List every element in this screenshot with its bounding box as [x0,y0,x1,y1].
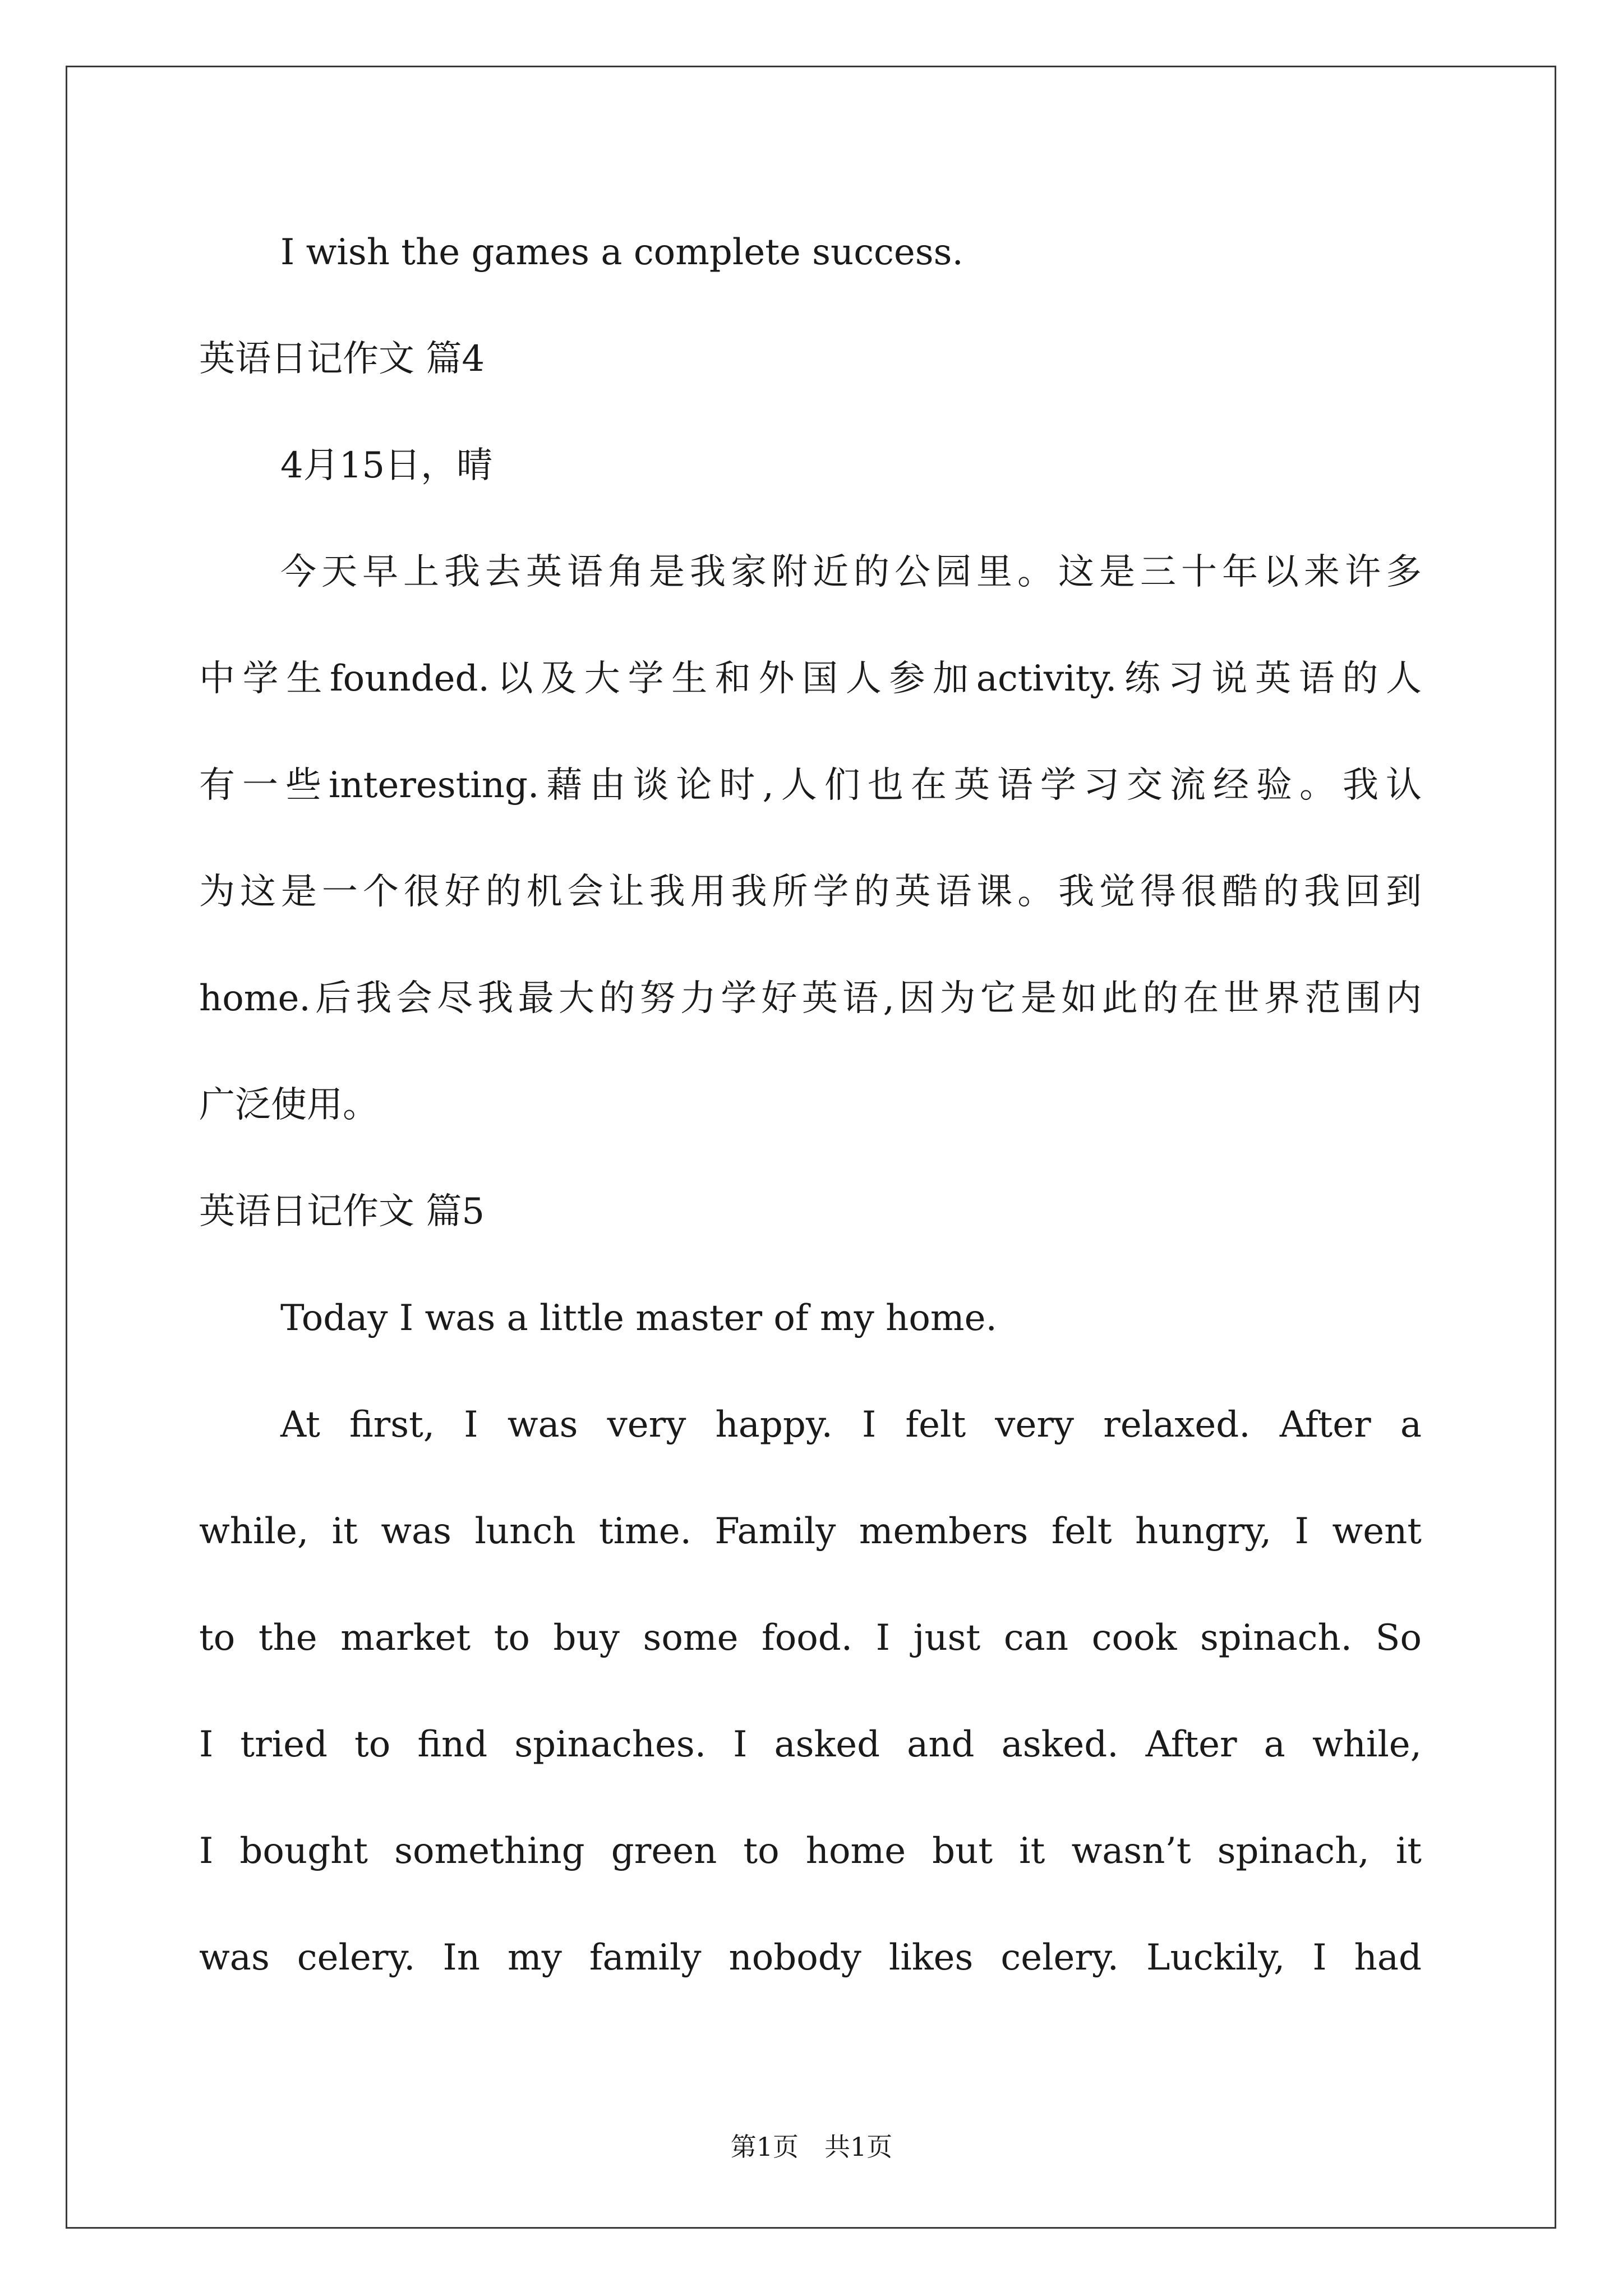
paragraph-line: while, it was lunch time. Family members felt hungry, I went [199,1511,1422,1552]
paragraph-line: I bought something green to home but it wasn’t spinach, it [199,1830,1422,1872]
paragraph-line: 广泛使用。 [199,1084,379,1126]
paragraph-line: 为这是一个很好的机会让我用我所学的英语课。我觉得很酷的我回到 [199,871,1422,913]
section-heading: 英语日记作文 篇4 [199,338,485,380]
paragraph-line: 有一些interesting.藉由谈论时,人们也在英语学习交流经验。我认 [199,765,1422,806]
paragraph-line: to the market to buy some food. I just can cook spinach. So [199,1617,1422,1659]
paragraph-line: was celery. In my family nobody likes celery. Luckily, I had [199,1937,1422,1978]
paragraph-line: 中学生founded.以及大学生和外国人参加activity.练习说英语的人 [199,658,1422,700]
paragraph-line: I tried to find spinaches. I asked and asked. After a while, [199,1724,1422,1765]
page-number-footer: 第1页 共1页 [730,2132,893,2162]
paragraph-line: Today I was a little master of my home. [280,1297,997,1339]
paragraph-line: home.后我会尽我最大的努力学好英语,因为它是如此的在世界范围内 [199,978,1422,1019]
paragraph-line: 今天早上我去英语角是我家附近的公园里。这是三十年以来许多 [280,551,1422,593]
paragraph-line: I wish the games a complete success. [280,232,963,273]
diary-date: 4月15日，晴 [280,445,493,486]
page-border [66,66,1556,2229]
paragraph-line: At first, I was very happy. I felt very relaxed. After a [280,1404,1422,1446]
section-heading: 英语日记作文 篇5 [199,1191,485,1232]
